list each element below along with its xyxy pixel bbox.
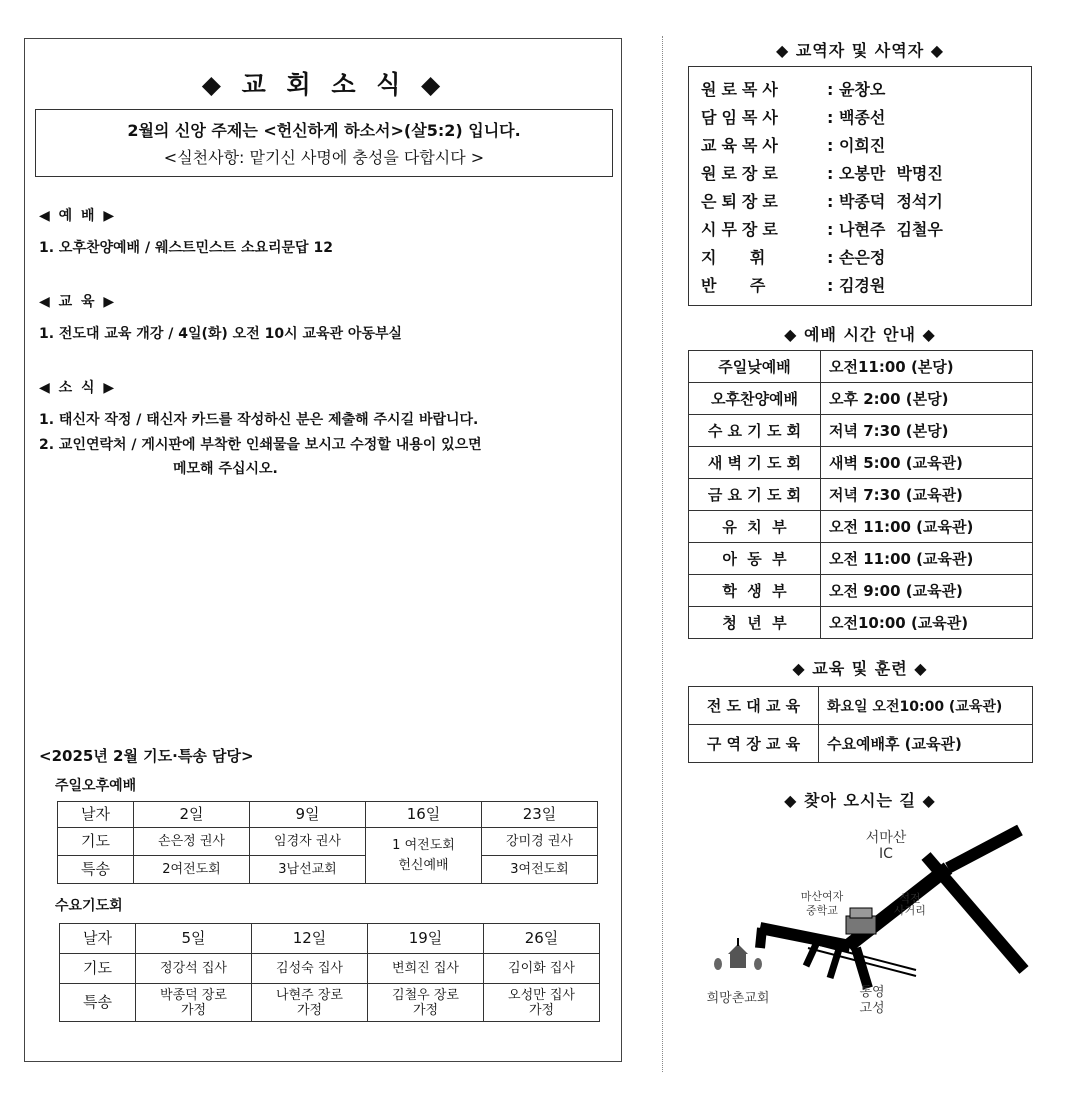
pray-label: 기도: [58, 828, 134, 856]
song-label: 특송: [60, 984, 136, 1022]
schedule-service: 오후찬양예배: [689, 383, 821, 415]
header-day: 9일: [250, 802, 366, 828]
label-tongyeong-line1: 통영: [859, 985, 885, 1000]
schedule-service: 아 동 부: [689, 543, 821, 575]
staff-role: 원로목사: [701, 80, 783, 99]
schedule-time: 오전 11:00 (교육관): [821, 511, 1033, 543]
header-date: 날자: [58, 802, 134, 828]
sunday-duty-table: [57, 801, 598, 884]
staff-name: : 백종선: [827, 108, 886, 127]
staff-name: : 김경원: [827, 276, 886, 295]
staff-name: : 오봉만 박명진: [827, 164, 943, 183]
map-svg: [690, 820, 1030, 1030]
column-divider: [662, 36, 663, 1072]
road-crossing: [926, 856, 1024, 970]
training-name: 구 역 장 교 육: [689, 725, 819, 763]
staff-row: [701, 189, 943, 212]
label-ic-line1: 서마산: [865, 830, 907, 846]
schedule-time: 오전 9:00 (교육관): [821, 575, 1033, 607]
header-day: 19일: [368, 924, 484, 954]
header-day: 23일: [482, 802, 598, 828]
staff-role: 담임목사: [701, 108, 783, 127]
church-news-title: ◆ 교 회 소 식 ◆: [201, 70, 447, 99]
church-icon: [714, 938, 762, 970]
monthly-theme-box: [35, 109, 613, 177]
news-item-2: 2. 교인연락처 / 게시판에 부착한 인쇄물을 보시고 수정할 내용이 있으면: [39, 437, 482, 453]
staff-row: [701, 133, 885, 156]
schedule-service: 새 벽 기 도 회: [689, 447, 821, 479]
staff-name: : 이희진: [827, 136, 886, 155]
header-day: 12일: [252, 924, 368, 954]
staff-role: 원로장로: [701, 164, 783, 183]
label-crossroad-line2: 사거리: [894, 904, 926, 917]
pray-cell: 정강석 집사: [136, 954, 252, 984]
training-time: 화요일 오전10:00 (교육관): [819, 687, 1033, 725]
schedule-time: 오전 11:00 (교육관): [821, 543, 1033, 575]
staff-name: : 박종덕 정석기: [827, 192, 943, 211]
header-day: 26일: [484, 924, 600, 954]
pray-cell: 김성숙 집사: [252, 954, 368, 984]
schedule-time: 오후 2:00 (본당): [821, 383, 1033, 415]
section-head-news: ◀ 소 식 ▶: [39, 380, 117, 396]
schedule-service: 금 요 기 도 회: [689, 479, 821, 511]
song-label: 특송: [58, 856, 134, 884]
staff-role: 은퇴장로: [701, 192, 783, 211]
theme-line-2: <실천사항: 맡기신 사명에 충성을 다합시다 >: [163, 148, 485, 167]
song-cell: 2여전도회: [134, 856, 250, 884]
schedule-service: 청 년 부: [689, 607, 821, 639]
news-item-2-continued: 메모해 주십시오.: [173, 461, 278, 477]
header-day: 5일: [136, 924, 252, 954]
duty-title: <2025년 2월 기도·특송 담당>: [39, 747, 254, 765]
schedule-table: [688, 350, 1033, 639]
song-cell: 박종덕 장로 가정: [136, 984, 252, 1022]
wednesday-duty-table: [59, 923, 600, 1022]
schedule-time: 새벽 5:00 (교육관): [821, 447, 1033, 479]
schedule-time: 저녁 7:30 (본당): [821, 415, 1033, 447]
staff-name: : 나현주 김철우: [827, 220, 943, 239]
header-date: 날자: [60, 924, 136, 954]
pray-cell: 김이화 집사: [484, 954, 600, 984]
song-cell: 나현주 장로 가정: [252, 984, 368, 1022]
schedule-time: 저녁 7:30 (교육관): [821, 479, 1033, 511]
song-cell: 3남선교회: [250, 856, 366, 884]
schedule-service: 수 요 기 도 회: [689, 415, 821, 447]
song-cell: 3여전도회: [482, 856, 598, 884]
school-building-icon: [846, 908, 876, 934]
staff-row: [701, 105, 885, 128]
staff-row: [701, 273, 885, 296]
staff-role: 교육목사: [701, 136, 783, 155]
staff-row: [701, 77, 885, 100]
directions-title: ◆ 찾아 오시는 길 ◆: [784, 791, 936, 810]
schedule-service: 주일낮예배: [689, 351, 821, 383]
staff-role: 반 주: [701, 276, 766, 295]
label-ic-line2: IC: [879, 846, 893, 862]
label-crossroad-line1: 석전: [899, 892, 921, 905]
schedule-time: 오전10:00 (교육관): [821, 607, 1033, 639]
tree-icon: [754, 958, 762, 970]
section-head-worship: ◀ 예 배 ▶: [39, 208, 117, 224]
staff-role: 지 휘: [701, 248, 766, 267]
pray-cell: 임경자 권사: [250, 828, 366, 856]
pray-cell: 변희진 집사: [368, 954, 484, 984]
song-cell: 김철우 장로 가정: [368, 984, 484, 1022]
worship-item-1: 1. 오후찬양예배 / 웨스트민스트 소요리문답 12: [39, 240, 333, 256]
road-church-stub: [760, 928, 762, 948]
pray-song-merged-cell: 1 여전도회 헌신예배: [366, 828, 482, 884]
tree-icon: [714, 958, 722, 970]
header-day: 16일: [366, 802, 482, 828]
schedule-time: 오전11:00 (본당): [821, 351, 1033, 383]
schedule-service: 학 생 부: [689, 575, 821, 607]
theme-line-1: 2월의 신앙 주제는 <헌신하게 하소서>(살5:2) 입니다.: [127, 121, 521, 140]
wednesday-prayer-label: 수요기도회: [55, 898, 123, 914]
schedule-service: 유 치 부: [689, 511, 821, 543]
pray-label: 기도: [60, 954, 136, 984]
label-school-line2: 중학교: [806, 904, 838, 917]
training-time: 수요예배후 (교육관): [819, 725, 1033, 763]
education-item-1: 1. 전도대 교육 개강 / 4일(화) 오전 10시 교육관 아동부실: [39, 326, 403, 342]
header-day: 2일: [134, 802, 250, 828]
staff-row: [701, 217, 943, 240]
staff-row: [701, 161, 943, 184]
song-cell: 오성만 집사 가정: [484, 984, 600, 1022]
label-school-line1: 마산여자: [800, 890, 844, 903]
pray-cell: 강미경 권사: [482, 828, 598, 856]
pray-cell: 손은정 권사: [134, 828, 250, 856]
directions-map: [690, 820, 1030, 1030]
staff-name: : 윤창오: [827, 80, 886, 99]
sunday-service-label: 주일오후예배: [55, 778, 137, 794]
section-head-education: ◀ 교 육 ▶: [39, 294, 117, 310]
training-table: [688, 686, 1033, 763]
training-title: ◆ 교육 및 훈련 ◆: [792, 659, 928, 678]
label-church: 희망촌교회: [706, 991, 770, 1006]
staff-title: ◆ 교역자 및 사역자 ◆: [775, 41, 945, 60]
news-item-1: 1. 태신자 작정 / 태신자 카드를 작성하신 분은 제출해 주시길 바랍니다.: [39, 412, 479, 428]
road-west: [760, 928, 850, 946]
road-ic: [948, 830, 1020, 868]
schedule-title: ◆ 예배 시간 안내 ◆: [784, 325, 936, 344]
staff-name: : 손은정: [827, 248, 886, 267]
church-news-panel: [24, 38, 622, 1062]
training-name: 전 도 대 교 육: [689, 687, 819, 725]
staff-role: 시무장로: [701, 220, 783, 239]
staff-row: [701, 245, 885, 268]
staff-box: [688, 66, 1032, 306]
label-tongyeong-line2: 고성: [859, 1001, 885, 1016]
